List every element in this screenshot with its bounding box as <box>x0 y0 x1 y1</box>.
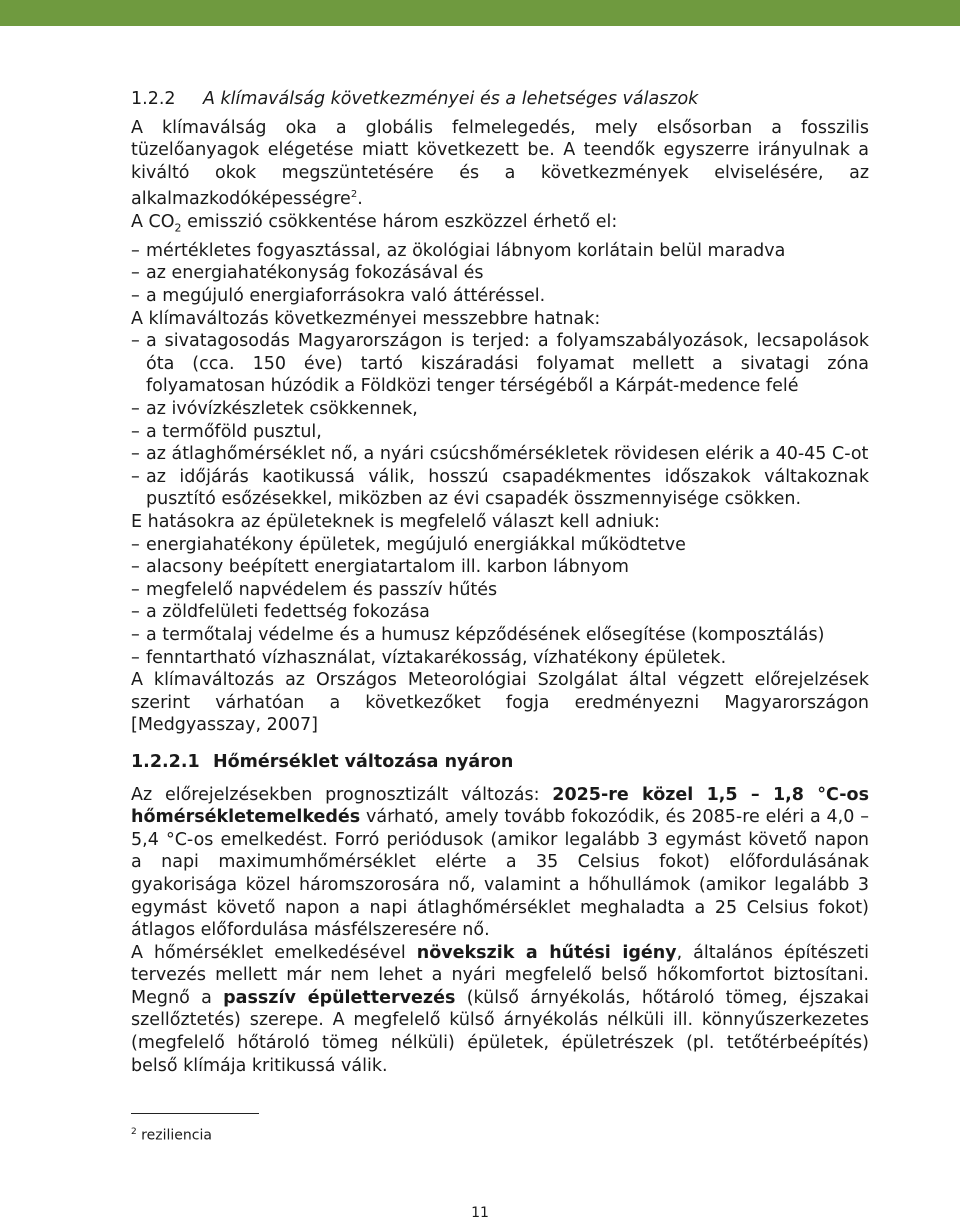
list-item-text: a zöldfelületi fedettség fokozása <box>146 602 430 623</box>
list-item: – a termőtalaj védelme és a humusz képződésének elősegítése (komposztálás) <box>131 624 869 647</box>
list-item-text: a termőtalaj védelme és a humusz képződésének elősegítése (komposztálás) <box>146 624 825 645</box>
buildings-lead: E hatásokra az épületeknek is megfelelő választ kell adniuk: <box>131 512 660 533</box>
page-number: 11 <box>471 1205 489 1221</box>
intro-text: A klímaválság oka a globális felmelegedés, mely elsősorban a fosszilis tüzelőanyagok elégetése miatt következett be. A teendők egyszerre irányulnak a kiváltó okok megszüntetésére és a következmények elviselésére, az alkalmazkodóképességre <box>131 117 869 210</box>
list-item-text: energiahatékony épületek, megújuló energiákkal működtetve <box>146 534 686 555</box>
forecast-paragraph: A klímaváltozás az Országos Meteorológiai Szolgálat által végzett előrejelzések szerint várhatóan a következőket fogja eredményezni Magyarországon [Medgyasszay, 2007] <box>131 670 869 736</box>
co2-prefix: A CO <box>131 211 175 232</box>
footnote-text: reziliencia <box>136 1127 212 1144</box>
list-item-text: a termőföld pusztul, <box>146 421 322 442</box>
co2-subscript: 2 <box>174 221 182 235</box>
list-item-text: az időjárás kaotikussá válik, hosszú csapadékmentes időszakok váltakoznak pusztító esőzésekkel, miközben az évi csapadék összmennyisége csökken. <box>146 466 869 510</box>
text-run: , általános építészeti tervezés mellett már nem lehet a nyári megfelelő belső hőkomfortot biztosítani. Megnő a <box>131 942 869 1008</box>
list-item: – a termőföld pusztul, <box>131 421 869 444</box>
co2-list <box>131 240 869 308</box>
text-run: Az előrejelzésekben prognosztizált változás: <box>131 784 553 805</box>
cooling-paragraph <box>131 942 869 1078</box>
list-item: – megfelelő napvédelem és passzív hűtés <box>131 579 869 602</box>
section-title: A klímaválság következményei és a lehetséges válaszok <box>203 89 699 109</box>
list-item: – energiahatékony épületek, megújuló energiákkal működtetve <box>131 534 869 557</box>
bold-run: passzív épülettervezés <box>223 987 456 1008</box>
list-item: – a sivatagosodás Magyarországon is terjed: a folyamszabályozások, lecsapolások óta (cca. 150 éve) tartó kiszáradási folyamat mellett a sivatagi zóna folyamatosan húzódik a Földközi tenger térségéből a Kárpát-medence felé <box>131 331 869 397</box>
co2-suffix: emisszió csökkentése három eszközzel érhető el: <box>181 211 618 232</box>
footnote <box>131 1127 212 1144</box>
list-item-text: az energiahatékonyság fokozásával és <box>146 263 484 284</box>
intro-after: . <box>357 189 363 210</box>
list-item: – mértékletes fogyasztással, az ökológiai lábnyom korlátain belül maradva <box>131 240 869 263</box>
list-item: – alacsony beépített energiatartalom ill. karbon lábnyom <box>131 556 869 579</box>
co2-lead <box>131 211 869 240</box>
section-heading <box>131 88 869 111</box>
list-item-text: megfelelő napvédelem és passzív hűtés <box>146 579 498 600</box>
buildings-list <box>131 534 869 670</box>
list-item-text: a sivatagosodás Magyarországon is terjed: a folyamszabályozások, lecsapolások óta (cca. 150 éve) tartó kiszáradási folyamat mellett a sivatagi zóna folyamatosan húzódik a Földközi tenger térségéből a Kárpát-medence felé <box>146 331 869 397</box>
text-run: (külső árnyékolás, hőtároló tömeg, éjszakai szellőztetés) szerepe. A megfelelő külső árnyékolás nélküli ill. könnyűszerkezetes (megfelelő hőtároló tömeg nélküli) épületek, épületrészek (pl. tetőtérbeépítés) belső klímája kritikussá válik. <box>131 987 870 1076</box>
effects-list <box>131 330 869 511</box>
footnote-ref[interactable]: 2 <box>350 189 358 201</box>
list-item-text: alacsony beépített energiatartalom ill. karbon lábnyom <box>146 557 629 578</box>
list-item-text: fenntartható vízhasználat, víztakarékosság, vízhatékony épületek. <box>146 647 727 668</box>
temperature-paragraph <box>131 784 869 942</box>
bold-run: 2025-re közel 1,5 – 1,8 °C-os hőmérsékletemelkedés <box>131 784 870 828</box>
intro-paragraph <box>131 117 869 211</box>
list-item: – az energiahatékonyság fokozásával és <box>131 262 869 285</box>
subsection-title: Hőmérséklet változása nyáron <box>213 751 514 772</box>
top-color-bar <box>0 0 960 26</box>
list-item: – az ivóvízkészletek csökkennek, <box>131 398 869 421</box>
subsection-heading <box>131 751 869 774</box>
list-item: – az időjárás kaotikussá válik, hosszú csapadékmentes időszakok váltakoznak pusztító esőzésekkel, miközben az évi csapadék összmennyisége csökken. <box>131 466 869 510</box>
bold-run: növekszik a hűtési igény <box>416 942 677 963</box>
footnote-number: 2 <box>131 1127 137 1137</box>
list-item-text: a megújuló energiaforrásokra való áttéréssel. <box>146 286 546 307</box>
footnote-divider <box>131 1113 259 1114</box>
page-content <box>131 88 869 1077</box>
section-number: 1.2.2 <box>131 89 176 109</box>
list-item: – a megújuló energiaforrásokra való áttéréssel. <box>131 285 869 308</box>
list-item: – az átlaghőmérséklet nő, a nyári csúcshőmérsékletek rövidesen elérik a 40-45 C-ot <box>131 444 869 465</box>
list-item-text: az ivóvízkészletek csökkennek, <box>146 399 418 420</box>
list-item: – a zöldfelületi fedettség fokozása <box>131 601 869 624</box>
list-item-text: az átlaghőmérséklet nő, a nyári csúcshőmérsékletek rövidesen elérik a 40-45 C-ot <box>146 444 869 465</box>
list-item-text: mértékletes fogyasztással, az ökológiai lábnyom korlátain belül maradva <box>146 240 786 261</box>
text-run: várható, amely tovább fokozódik, és 2085-re eléri a 4,0 – 5,4 °C-os emelkedést. Forró periódusok (amikor legalább 3 egymást követő napon a napi maximumhőmérséklet elérte a 35 Celsius fokot) előfordulásának gyakorisága közel háromszorosára nő, valamint a hőhullámok (amikor legalább 3 egymást követő napon a napi átlaghőmérséklet meghaladta a 25 Celsius fokot) átlagos előfordulása másfélszeresére nő. <box>131 807 869 941</box>
subsection-number: 1.2.2.1 <box>131 751 200 772</box>
list-item: – fenntartható vízhasználat, víztakarékosság, vízhatékony épületek. <box>131 647 869 670</box>
text-run: A hőmérséklet emelkedésével <box>131 942 417 963</box>
effects-lead: A klímaváltozás következményei messzebbre hatnak: <box>131 308 601 329</box>
